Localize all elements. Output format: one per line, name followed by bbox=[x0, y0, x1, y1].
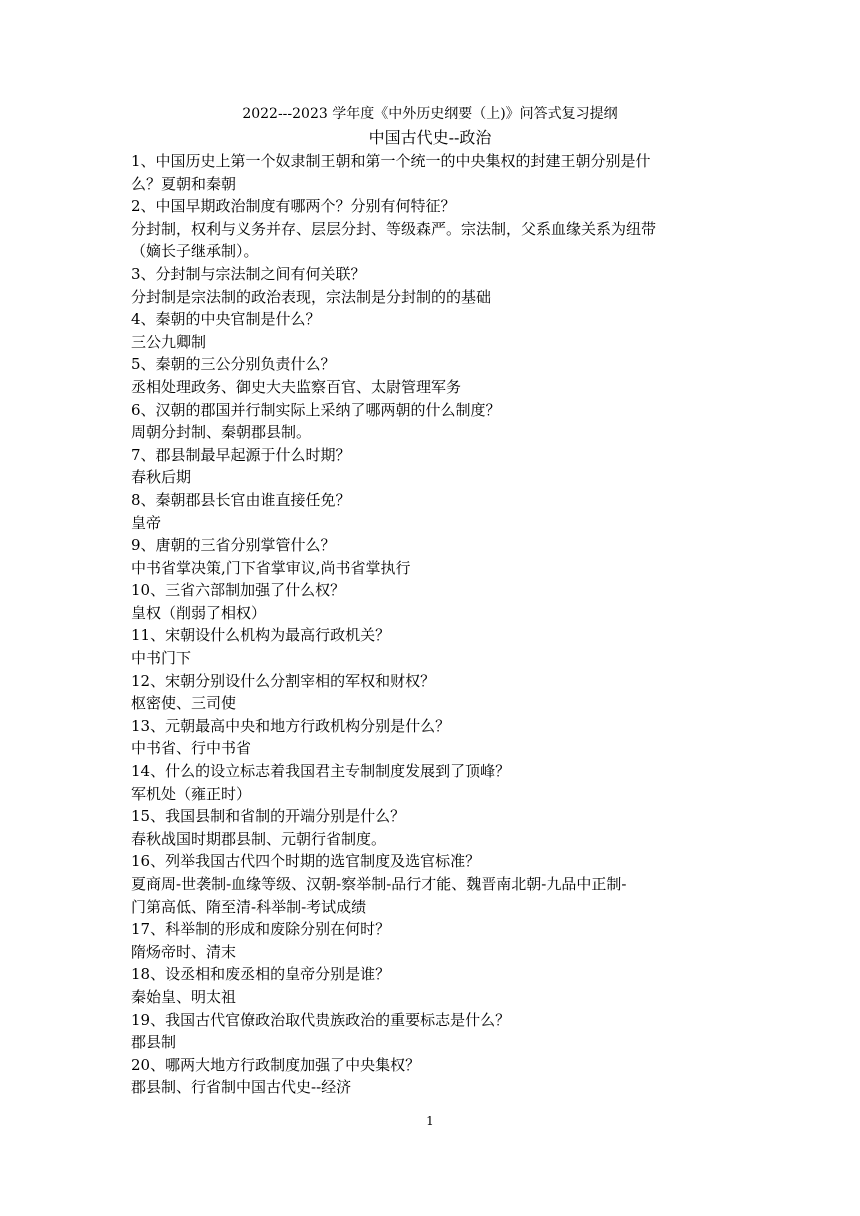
text-line: 分封制是宗法制的政治表现，宗法制是分封制的的基础 bbox=[131, 287, 492, 306]
text-line: 17、科举制的形成和废除分别在何时？ bbox=[131, 920, 391, 939]
section-title: 中国古代史--政治 bbox=[368, 128, 492, 147]
text-line: 16、列举我国古代四个时期的选官制度及选官标准？ bbox=[131, 852, 481, 871]
text-line: 隋炀帝时、清末 bbox=[131, 942, 237, 961]
text-line: 皇权（削弱了相权） bbox=[131, 603, 267, 622]
text-line: 枢密使、三司使 bbox=[131, 694, 237, 713]
text-line: 18、设丞相和废丞相的皇帝分别是谁？ bbox=[131, 965, 391, 984]
text-line: 春秋战国时期郡县制、元朝行省制度。 bbox=[131, 829, 387, 848]
text-line: 2、中国早期政治制度有哪两个？分别有何特征？ bbox=[131, 197, 456, 216]
text-line: 三公九卿制 bbox=[131, 332, 207, 351]
text-line: 中书门下 bbox=[131, 649, 192, 668]
text-line: 5、秦朝的三公分别负责什么？ bbox=[131, 355, 336, 374]
text-line: 19、我国古代官僚政治取代贵族政治的重要标志是什么？ bbox=[131, 1010, 511, 1029]
text-line: 郡县制、行省制中国古代史--经济 bbox=[131, 1078, 352, 1097]
page-number: 1 bbox=[426, 1114, 434, 1128]
document-header-title: 2022---2023 学年度《中外历史纲要（上)》问答式复习提纲 bbox=[242, 106, 618, 122]
text-line: 夏商周-世袭制-血缘等级、汉朝-察举制-品行才能、魏晋南北朝-九品中正制- bbox=[131, 875, 627, 893]
text-line: 1、中国历史上第一个奴隶制王朝和第一个统一的中央集权的封建王朝分别是什 bbox=[131, 152, 651, 170]
text-line: （嫡长子继承制）。 bbox=[131, 242, 259, 261]
document-body bbox=[131, 150, 731, 1099]
text-line: 周朝分封制、秦朝郡县制。 bbox=[131, 423, 312, 442]
text-line: 10、三省六部制加强了什么权？ bbox=[131, 581, 346, 600]
text-line: 3、分封制与宗法制之间有何关联？ bbox=[131, 264, 366, 283]
text-line: 8、秦朝郡县长官由谁直接任免？ bbox=[131, 490, 351, 509]
text-line: 门第高低、隋至清-科举制-考试成绩 bbox=[131, 897, 367, 916]
text-line: 20、哪两大地方行政制度加强了中央集权？ bbox=[131, 1055, 421, 1074]
text-line: 9、唐朝的三省分别掌管什么？ bbox=[131, 536, 336, 555]
text-line: 郡县制 bbox=[131, 1033, 177, 1052]
text-line: 中书省掌决策,门下省掌审议,尚书省掌执行 bbox=[131, 558, 411, 577]
text-line: 分封制，权利与义务并存、层层分封、等级森严。宗法制，父系血缘关系为纽带 bbox=[131, 219, 657, 238]
text-line: 皇帝 bbox=[131, 513, 162, 532]
text-line: 6、汉朝的郡国并行制实际上采纳了哪两朝的什么制度？ bbox=[131, 400, 501, 419]
text-line: 12、宋朝分别设什么分割宰相的军权和财权？ bbox=[131, 671, 436, 690]
text-line: 15、我国县制和省制的开端分别是什么？ bbox=[131, 807, 406, 826]
text-line: 7、郡县制最早起源于什么时期？ bbox=[131, 445, 351, 464]
text-line: 军机处（雍正时） bbox=[131, 784, 252, 803]
text-line: 11、宋朝设什么机构为最高行政机关？ bbox=[131, 626, 391, 645]
text-line: 中书省、行中书省 bbox=[131, 739, 252, 758]
text-line: 13、元朝最高中央和地方行政机构分别是什么？ bbox=[131, 716, 451, 735]
text-line: 春秋后期 bbox=[131, 468, 192, 487]
text-line: 4、秦朝的中央官制是什么？ bbox=[131, 310, 321, 329]
text-line: 丞相处理政务、御史大夫监察百官、太尉管理军务 bbox=[131, 377, 462, 396]
text-line: 秦始皇、明太祖 bbox=[131, 987, 237, 1006]
text-line: 14、什么的设立标志着我国君主专制制度发展到了顶峰？ bbox=[131, 762, 511, 781]
text-line: 么？夏朝和秦朝 bbox=[131, 174, 237, 193]
